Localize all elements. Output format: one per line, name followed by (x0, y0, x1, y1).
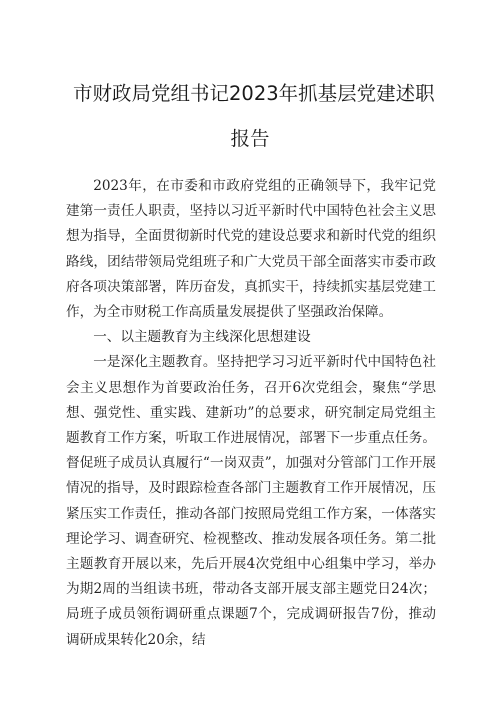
intro-paragraph: 2023年，在市委和市政府党组的正确领导下，我牢记党建第一责任人职责，坚持以习近平新时代中国特色社会主义思想为指导，全面贯彻新时代党的建设总要求和新时代党的组织路线，团结带领局党组班子和广大党员干部全面落实市委市政府各项决策部署，阵历奋发，真抓实干，持续抓实基层党建工作，为全市财税工作高质量发展提供了坚强政治保障。 (66, 178, 436, 321)
document-title: 市财政局党组书记2023年抓基层党建述职 (73, 82, 435, 105)
section-heading: 一、以主题教育为主线深化思想建设 (93, 329, 311, 346)
document-title-continued: 报告 (230, 127, 270, 150)
document-body (66, 174, 436, 653)
body-paragraph: 一是深化主题教育。坚持把学习习近平新时代中国特色社会主义思想作为首要政治任务，召开6次党组会，聚焦“学思想、强党性、重实践、建新功”的总要求，研究制定局党组主题教育工作方案，听取工作进展情况，部署下一步重点任务。督促班子成员认真履行“一岗双责”，加强对分管部门工作开展情况的指导，及时跟踪检查各部门主题教育工作开展情况，压紧压实工作责任，推动各部门按照局党组工作方案，一体落实理论学习、调查研究、检视整改、推动发展各项任务。第二批主题教育开展以来，先后开展4次党组中心组集中学习，举办为期2周的当组读书班，带动各支部开展支部主题党日24次；局班子成员领衔调研重点课题7个，完成调研报告7份，推动调研成果转化20余，结 (66, 354, 436, 648)
